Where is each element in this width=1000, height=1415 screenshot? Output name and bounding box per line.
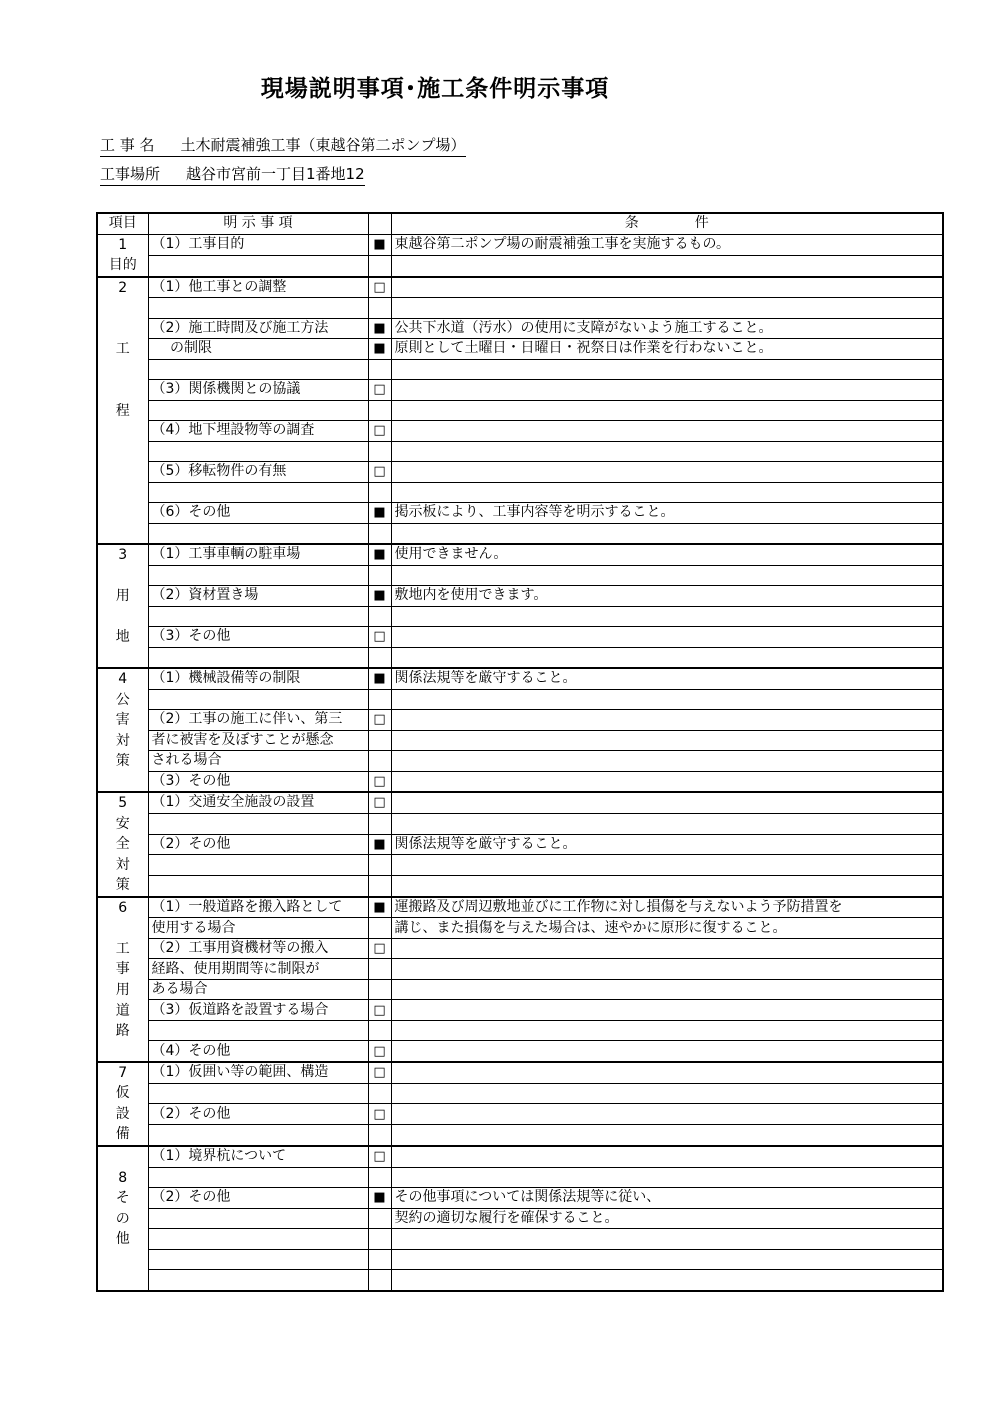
table-row: [97, 938, 943, 959]
category-label: 策: [115, 877, 130, 894]
check-mark: □: [368, 1062, 391, 1083]
category-label: 4: [118, 671, 128, 688]
table-row: [97, 751, 943, 772]
condition-cell: [391, 255, 943, 277]
check-mark: [368, 298, 391, 319]
condition-cell: [391, 1125, 943, 1146]
matter-cell: （3）その他: [148, 771, 368, 792]
category-label: [98, 566, 148, 587]
category-cell: [97, 668, 148, 792]
matter-cell: （2）施工時間及び施工方法: [148, 318, 368, 339]
matter-cell: （3）その他: [148, 627, 368, 648]
check-mark: □: [368, 1000, 391, 1021]
check-mark: ■: [368, 668, 391, 689]
matter-cell: [148, 1229, 368, 1250]
table-row: [97, 441, 943, 462]
matter-cell: [148, 606, 368, 627]
matter-cell: [148, 813, 368, 834]
matter-cell: （1）工事目的: [148, 234, 368, 255]
condition-cell: [391, 1041, 943, 1062]
check-mark: [368, 1208, 391, 1229]
category-label: 設: [115, 1105, 130, 1122]
condition-cell: 公共下水道（汚水）の使用に支障がないよう施工すること。: [391, 318, 943, 339]
condition-cell: [391, 1083, 943, 1104]
check-mark: [368, 1083, 391, 1104]
condition-cell: [391, 627, 943, 648]
category-label: 害: [115, 712, 130, 729]
table-row: [97, 586, 943, 607]
condition-cell: 関係法規等を厳守すること。: [391, 668, 943, 689]
table-row: [97, 380, 943, 401]
table-row: [97, 876, 943, 897]
category-label: 公: [115, 691, 130, 708]
table-row: [97, 855, 943, 876]
table-row: [97, 689, 943, 710]
condition-cell: その他事項については関係法規等に従い、: [391, 1188, 943, 1209]
category-label: 8: [118, 1169, 128, 1186]
matter-cell: の制限: [148, 339, 368, 360]
matter-cell: （2）その他: [148, 1104, 368, 1125]
table-row: [97, 1208, 943, 1229]
check-mark: [368, 689, 391, 710]
category-cell: [97, 792, 148, 897]
check-mark: ■: [368, 503, 391, 524]
table-row: [97, 959, 943, 980]
header-mark: [368, 213, 391, 234]
table-row: [97, 1083, 943, 1104]
matter-cell: [148, 1020, 368, 1041]
condition-cell: 関係法規等を厳守すること。: [391, 834, 943, 855]
check-mark: [368, 1125, 391, 1146]
matter-cell: [148, 565, 368, 586]
check-mark: □: [368, 1041, 391, 1062]
check-mark: □: [368, 771, 391, 792]
table-row: [97, 339, 943, 360]
matter-cell: （2）資材置き場: [148, 586, 368, 607]
check-mark: □: [368, 1146, 391, 1167]
condition-cell: [391, 771, 943, 792]
table-row: [97, 1146, 943, 1167]
header-matter: 明 示 事 項: [148, 213, 368, 234]
category-label: [98, 319, 148, 340]
category-label: 用: [115, 982, 130, 999]
condition-cell: [391, 689, 943, 710]
matter-cell: （6）その他: [148, 503, 368, 524]
matter-cell: [148, 523, 368, 544]
condition-cell: [391, 647, 943, 668]
check-mark: □: [368, 627, 391, 648]
check-mark: ■: [368, 318, 391, 339]
condition-cell: [391, 1270, 943, 1291]
table-row: [97, 606, 943, 627]
matter-cell: （5）移転物件の有無: [148, 462, 368, 483]
category-cell: [97, 1062, 148, 1146]
condition-cell: [391, 462, 943, 483]
category-label: 工: [115, 940, 130, 957]
condition-cell: [391, 730, 943, 751]
table-row: [97, 1020, 943, 1041]
category-label: 工: [115, 341, 130, 358]
table-row: [97, 710, 943, 731]
condition-cell: 敷地内を使用できます。: [391, 586, 943, 607]
category-label: 他: [115, 1231, 130, 1248]
matter-cell: （1）仮囲い等の範囲、構造: [148, 1062, 368, 1083]
table-row: [97, 1000, 943, 1021]
work-name-value: 土木耐震補強工事（東越谷第二ポンプ場）: [180, 136, 466, 154]
check-mark: [368, 730, 391, 751]
category-cell: [97, 1146, 148, 1291]
matter-cell: [148, 359, 368, 380]
category-label: [98, 360, 148, 381]
work-name-label: 工 事 名: [100, 136, 155, 154]
matter-cell: される場合: [148, 751, 368, 772]
condition-cell: [391, 751, 943, 772]
check-mark: ■: [368, 1188, 391, 1209]
category-label: 7: [118, 1064, 128, 1081]
check-mark: [368, 565, 391, 586]
matter-cell: [148, 1270, 368, 1291]
condition-cell: [391, 421, 943, 442]
matter-cell: [148, 482, 368, 503]
table-row: [97, 897, 943, 918]
category-label: 2: [118, 279, 128, 296]
condition-cell: [391, 1167, 943, 1188]
table-row: [97, 1270, 943, 1291]
condition-cell: [391, 482, 943, 503]
matter-cell: （1）工事車輌の駐車場: [148, 544, 368, 565]
check-mark: [368, 400, 391, 421]
category-label: 事: [115, 961, 130, 978]
matter-cell: （1）境界杭について: [148, 1146, 368, 1167]
category-label: 5: [118, 795, 128, 812]
check-mark: □: [368, 380, 391, 401]
condition-cell: [391, 1146, 943, 1167]
table-row: [97, 792, 943, 813]
category-label: 道: [115, 1002, 130, 1019]
check-mark: [368, 959, 391, 980]
condition-cell: [391, 813, 943, 834]
condition-cell: [391, 876, 943, 897]
table-header-row: [97, 213, 943, 234]
category-label: そ: [115, 1190, 130, 1207]
check-mark: [368, 918, 391, 939]
check-mark: [368, 855, 391, 876]
category-cell: [97, 234, 148, 277]
matter-cell: [148, 400, 368, 421]
category-label: 全: [115, 836, 130, 853]
condition-cell: [391, 1020, 943, 1041]
header-item: 項目: [97, 213, 148, 234]
matter-cell: （1）一般道路を搬入路として: [148, 897, 368, 918]
check-mark: [368, 876, 391, 897]
table-row: [97, 1167, 943, 1188]
matter-cell: （4）地下埋設物等の調査: [148, 421, 368, 442]
table-row: [97, 1062, 943, 1083]
table-row: [97, 277, 943, 298]
matter-cell: ある場合: [148, 979, 368, 1000]
condition-cell: [391, 298, 943, 319]
category-label: 1: [118, 236, 128, 253]
check-mark: [368, 359, 391, 380]
condition-cell: [391, 938, 943, 959]
category-label: 仮: [115, 1085, 130, 1102]
condition-cell: 使用できません。: [391, 544, 943, 565]
matter-cell: [148, 647, 368, 668]
table-row: [97, 627, 943, 648]
check-mark: □: [368, 277, 391, 298]
check-mark: □: [368, 710, 391, 731]
condition-cell: [391, 1000, 943, 1021]
condition-cell: 掲示板により、工事内容等を明示すること。: [391, 503, 943, 524]
category-label: [98, 918, 148, 939]
check-mark: [368, 751, 391, 772]
table-row: [97, 234, 943, 255]
work-name-line: [100, 134, 466, 157]
matter-cell: （3）仮道路を設置する場合: [148, 1000, 368, 1021]
check-mark: ■: [368, 234, 391, 255]
table-row: [97, 647, 943, 668]
condition-cell: [391, 380, 943, 401]
matter-cell: （2）工事用資機材等の搬入: [148, 938, 368, 959]
check-mark: [368, 441, 391, 462]
table-row: [97, 482, 943, 503]
check-mark: ■: [368, 586, 391, 607]
check-mark: □: [368, 938, 391, 959]
check-mark: [368, 647, 391, 668]
table-row: [97, 668, 943, 689]
table-row: [97, 1041, 943, 1062]
matter-cell: （3）関係機関との協議: [148, 380, 368, 401]
check-mark: [368, 523, 391, 544]
matter-cell: （2）その他: [148, 834, 368, 855]
condition-cell: 原則として土曜日・日曜日・祝祭日は作業を行わないこと。: [391, 339, 943, 360]
check-mark: [368, 979, 391, 1000]
condition-cell: 講じ、また損傷を与えた場合は、速やかに原形に復すること。: [391, 918, 943, 939]
condition-cell: [391, 710, 943, 731]
table-row: [97, 979, 943, 1000]
table-row: [97, 1188, 943, 1209]
matter-cell: [148, 1208, 368, 1229]
table-row: [97, 544, 943, 565]
table-row: [97, 834, 943, 855]
matter-cell: （2）工事の施工に伴い、第三: [148, 710, 368, 731]
check-mark: [368, 255, 391, 277]
matter-cell: [148, 1167, 368, 1188]
table-row: [97, 565, 943, 586]
check-mark: ■: [368, 339, 391, 360]
table-row: [97, 298, 943, 319]
work-place-value: 越谷市宮前一丁目1番地12: [186, 165, 365, 183]
table-row: [97, 1125, 943, 1146]
matter-cell: [148, 855, 368, 876]
category-label: 地: [115, 629, 130, 646]
condition-cell: 運搬路及び周辺敷地並びに工作物に対し損傷を与えないよう予防措置を: [391, 897, 943, 918]
matter-cell: （1）機械設備等の制限: [148, 668, 368, 689]
table-row: [97, 359, 943, 380]
condition-cell: [391, 400, 943, 421]
condition-cell: [391, 1229, 943, 1250]
condition-cell: [391, 792, 943, 813]
condition-cell: [391, 979, 943, 1000]
matter-cell: （1）交通安全施設の設置: [148, 792, 368, 813]
condition-cell: [391, 606, 943, 627]
condition-cell: [391, 855, 943, 876]
check-mark: □: [368, 421, 391, 442]
condition-cell: [391, 565, 943, 586]
condition-cell: [391, 1062, 943, 1083]
category-label: 程: [115, 402, 130, 419]
conditions-table: [96, 212, 944, 1292]
table-row: [97, 771, 943, 792]
category-label: 対: [115, 856, 130, 873]
check-mark: □: [368, 462, 391, 483]
condition-cell: [391, 441, 943, 462]
matter-cell: [148, 441, 368, 462]
table-row: [97, 730, 943, 751]
table-row: [97, 503, 943, 524]
check-mark: [368, 1229, 391, 1250]
table-row: [97, 400, 943, 421]
page-title: 現場説明事項･施工条件明示事項: [260, 76, 610, 102]
check-mark: ■: [368, 544, 391, 565]
check-mark: [368, 813, 391, 834]
category-label: [98, 380, 148, 401]
table-row: [97, 1249, 943, 1270]
category-cell: [97, 544, 148, 668]
category-label: 対: [115, 732, 130, 749]
table-row: [97, 1104, 943, 1125]
matter-cell: [148, 255, 368, 277]
check-mark: [368, 1020, 391, 1041]
category-label: の: [115, 1210, 130, 1227]
category-label: 安: [115, 815, 130, 832]
work-place-line: [100, 163, 365, 186]
category-label: 6: [118, 899, 128, 916]
check-mark: □: [368, 1104, 391, 1125]
condition-cell: [391, 1249, 943, 1270]
matter-cell: [148, 1083, 368, 1104]
matter-cell: 使用する場合: [148, 918, 368, 939]
condition-cell: 東越谷第二ポンプ場の耐震補強工事を実施するもの。: [391, 234, 943, 255]
category-cell: [97, 897, 148, 1062]
matter-cell: [148, 876, 368, 897]
table-row: [97, 523, 943, 544]
table-row: [97, 462, 943, 483]
table-row: [97, 318, 943, 339]
condition-cell: [391, 1104, 943, 1125]
category-label: 路: [115, 1023, 130, 1040]
matter-cell: （2）その他: [148, 1188, 368, 1209]
matter-cell: [148, 1125, 368, 1146]
matter-cell: [148, 1249, 368, 1270]
category-label: [98, 298, 148, 319]
check-mark: □: [368, 792, 391, 813]
table-row: [97, 813, 943, 834]
category-label: 策: [115, 753, 130, 770]
check-mark: [368, 482, 391, 503]
matter-cell: 者に被害を及ぼすことが懸念: [148, 730, 368, 751]
matter-cell: 経路、使用期間等に制限が: [148, 959, 368, 980]
check-mark: ■: [368, 897, 391, 918]
matter-cell: （1）他工事との調整: [148, 277, 368, 298]
condition-cell: [391, 359, 943, 380]
category-label: [98, 1147, 148, 1168]
check-mark: [368, 1167, 391, 1188]
category-label: 用: [115, 588, 130, 605]
category-label: 3: [118, 547, 128, 564]
condition-cell: [391, 523, 943, 544]
check-mark: ■: [368, 834, 391, 855]
check-mark: [368, 606, 391, 627]
check-mark: [368, 1270, 391, 1291]
category-cell: [97, 277, 148, 545]
work-place-label: 工事場所: [100, 165, 161, 183]
condition-cell: 契約の適切な履行を確保すること。: [391, 1208, 943, 1229]
table-row: [97, 255, 943, 277]
table-row: [97, 1229, 943, 1250]
category-label: [98, 607, 148, 628]
category-label: 備: [115, 1126, 130, 1143]
header-condition: 条 件: [391, 213, 943, 234]
category-label: 目的: [108, 257, 137, 274]
check-mark: [368, 1249, 391, 1270]
table-row: [97, 918, 943, 939]
matter-cell: [148, 298, 368, 319]
matter-cell: [148, 689, 368, 710]
matter-cell: （4）その他: [148, 1041, 368, 1062]
condition-cell: [391, 959, 943, 980]
condition-cell: [391, 277, 943, 298]
table-row: [97, 421, 943, 442]
